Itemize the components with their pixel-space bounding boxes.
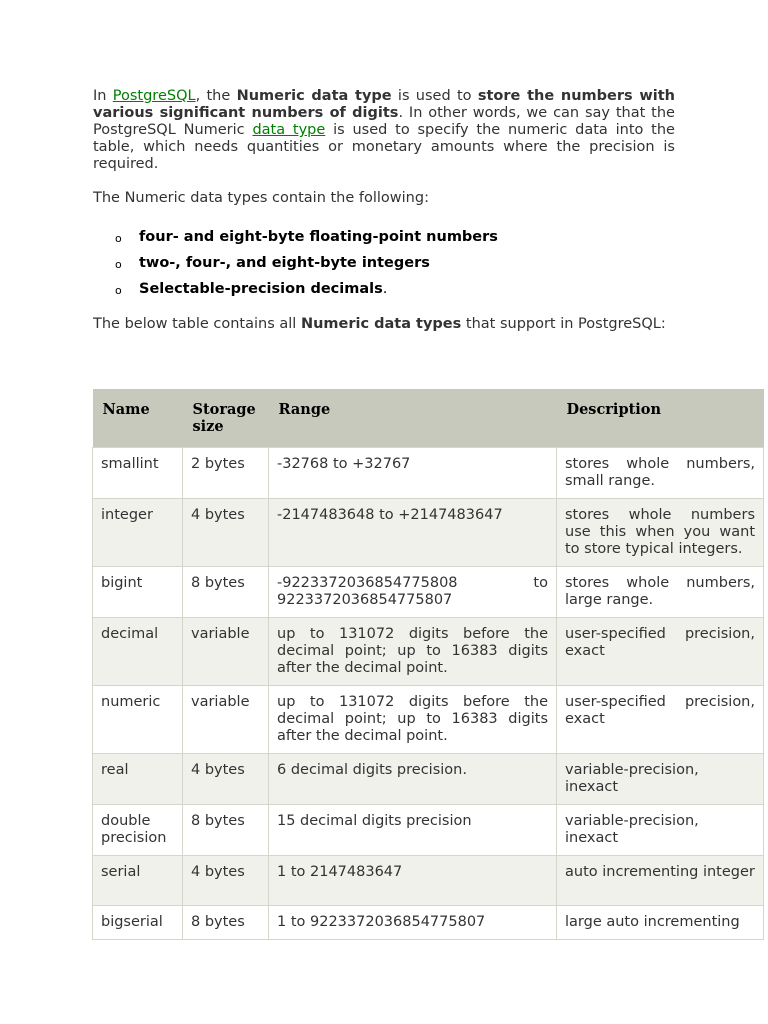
cell-description: stores whole numbers, small range. [557,447,764,498]
cell-name: smallint [93,447,183,498]
intro-text: is used to [391,88,478,104]
cell-storage: 8 bytes [183,905,269,939]
cell-description: user-specified precision, exact [557,685,764,753]
intro-text: , the [195,88,237,104]
cell-storage: 8 bytes [183,566,269,617]
cell-name: serial [93,855,183,905]
cell-range: -2147483648 to +2147483647 [269,498,557,566]
intro-text: is used to specify the numeric data into the table, which needs quantities or monetary amounts where the precision is required. [93,122,675,172]
list-item [93,281,675,307]
cell-range: -32768 to +32767 [269,447,557,498]
table-row [93,685,764,753]
cell-name: integer [93,498,183,566]
cell-name: bigint [93,566,183,617]
list-item-text: four- and eight-byte floating-point numbers [139,229,498,245]
table-row [93,498,764,566]
circle-bullet-icon: o [115,258,122,271]
column-header-range: Range [269,389,557,447]
cell-storage: 4 bytes [183,753,269,804]
cell-storage: variable [183,617,269,685]
contain-paragraph: The Numeric data types contain the following: [93,190,429,206]
intro-bold-text: store the numbers with various significant numbers of digits [93,88,675,121]
table-intro-text: that support in PostgreSQL: [461,316,666,332]
cell-name: double precision [93,804,183,855]
table-intro-text: The below table contains all [93,316,301,332]
cell-name: bigserial [93,905,183,939]
column-header-description: Description [557,389,764,447]
table-intro-paragraph [93,316,675,333]
intro-text: In [93,88,113,104]
cell-range: up to 131072 digits before the decimal point; up to 16383 digits after the decimal point. [269,685,557,753]
cell-range: 6 decimal digits precision. [269,753,557,804]
list-item-suffix: . [382,281,388,297]
cell-description: stores whole numbers, large range. [557,566,764,617]
cell-description: variable-precision, inexact [557,753,764,804]
table-header-row [93,389,764,447]
cell-storage: 4 bytes [183,498,269,566]
cell-range: 1 to 9223372036854775807 [269,905,557,939]
cell-range: 15 decimal digits precision [269,804,557,855]
cell-range: up to 131072 digits before the decimal point; up to 16383 digits after the decimal point. [269,617,557,685]
cell-storage: 8 bytes [183,804,269,855]
cell-description: stores whole numbers use this when you want to store typical integers. [557,498,764,566]
intro-bold-text: Numeric data type [236,88,392,104]
circle-bullet-icon: o [115,284,122,297]
cell-name: real [93,753,183,804]
column-header-name: Name [93,389,183,447]
circle-bullet-icon: o [115,232,122,245]
table-row [93,804,764,855]
cell-description: user-specified precision, exact [557,617,764,685]
cell-storage: 4 bytes [183,855,269,905]
table-row [93,447,764,498]
table-row [93,566,764,617]
cell-range: 1 to 2147483647 [269,855,557,905]
table-row [93,753,764,804]
column-header-storage: Storage size [183,389,269,447]
cell-storage: 2 bytes [183,447,269,498]
cell-description: variable-precision, inexact [557,804,764,855]
cell-storage: variable [183,685,269,753]
numeric-types-list [93,229,675,307]
cell-range: -9223372036854775808 to 9223372036854775807 [269,566,557,617]
postgresql-link[interactable]: PostgreSQL [112,88,196,104]
numeric-types-table [92,389,764,940]
intro-paragraph [93,88,675,173]
list-item [93,229,675,255]
cell-description: auto incrementing integer [557,855,764,905]
table-intro-bold-text: Numeric data types [300,316,462,332]
data-type-link[interactable]: data type [252,122,326,138]
list-item-text: two-, four-, and eight-byte integers [139,255,430,271]
table-row [93,617,764,685]
list-item [93,255,675,281]
table-row [93,905,764,939]
intro-text: . In other words, we can say that the PostgreSQL Numeric [93,105,675,138]
cell-description: large auto incrementing [557,905,764,939]
table-row [93,855,764,905]
cell-name: numeric [93,685,183,753]
cell-name: decimal [93,617,183,685]
list-item-text: Selectable-precision decimals [139,281,383,297]
